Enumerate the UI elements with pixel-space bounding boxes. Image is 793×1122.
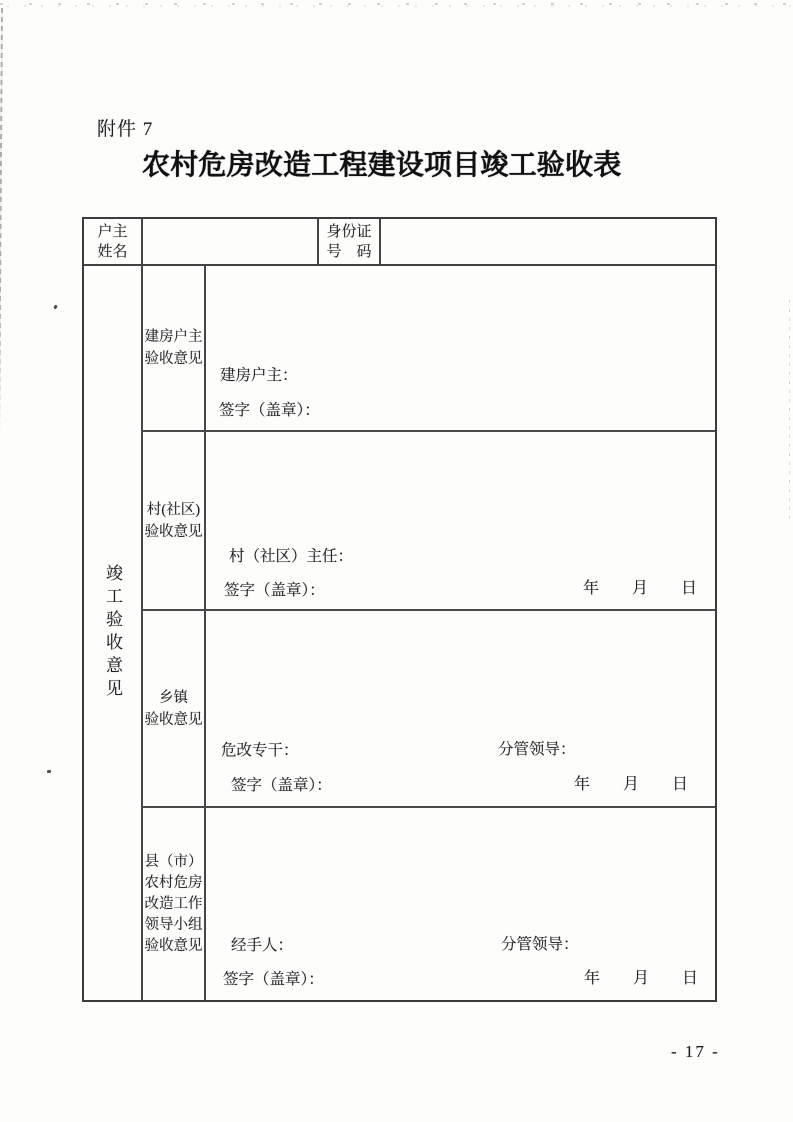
year-label: 年 [583,580,600,597]
month-label: 月 [623,776,640,793]
id-number-label [319,219,381,264]
row-label-township [143,611,206,806]
row-county-leading-group-opinion [143,808,715,1000]
label-line: 身份证 [326,223,372,240]
acceptance-section [84,266,715,1000]
label-line: 姓名 [97,243,128,260]
village-director-label: 村（社区）主任： [229,548,354,565]
row-village-opinion [143,432,715,611]
leader-in-charge-label: 分管领导： [498,741,576,758]
householder-opinion-area [206,266,715,430]
page-number: - 17 - [671,1042,720,1061]
label-line: 验收意见 [144,711,203,728]
day-label: 日 [681,580,698,597]
label-line: 改造工作 [144,895,203,912]
householder-sign-name-label: 建房户主： [220,367,298,384]
label-line: 县（市） [144,853,203,870]
day-label: 日 [682,970,699,987]
county-opinion-area [206,808,715,1000]
date-fields [583,575,697,598]
month-label: 月 [633,970,650,987]
label-line: 验收意见 [144,523,203,540]
attachment-label: 附件 7 [97,119,154,140]
signature-seal-label: 签字（盖章）： [224,582,325,599]
month-label: 月 [632,580,649,597]
label-line: 户主 [97,223,128,240]
section-label-completion-acceptance: 竣工验收意见 [103,564,122,702]
date-fields [574,771,688,794]
id-number-field [381,219,715,264]
row-label-village [143,432,206,609]
label-line: 领导小组 [144,916,203,933]
householder-name-label [84,219,143,264]
row-label-householder [143,266,206,430]
signature-seal-label: 签字（盖章）： [223,971,324,988]
handler-label: 经手人： [231,937,294,954]
label-line: 农村危房 [144,874,203,891]
page-title: 农村危房改造工程建设项目竣工验收表 [142,150,622,181]
header-row [84,219,715,266]
signature-seal-label: 签字（盖章）： [231,777,332,794]
section-label-cell [84,266,143,1000]
village-opinion-area [206,432,715,609]
day-label: 日 [672,776,689,793]
year-label: 年 [584,970,601,987]
row-township-opinion [143,611,715,808]
signature-seal-label: 签字（盖章）： [219,402,320,419]
row-householder-opinion [143,266,715,432]
scan-edge-noise-right [789,300,790,520]
label-line: 验收意见 [144,351,203,367]
label-line: 号 码 [326,243,372,260]
township-opinion-area [206,611,715,806]
label-line: 村(社区) [146,501,201,518]
label-line: 乡镇 [159,689,188,706]
scan-edge-noise-left [0,8,3,1088]
scan-edge-noise-top [0,2,793,8]
year-label: 年 [574,776,591,793]
renovation-officer-label: 危改专干： [221,742,299,759]
row-label-county-group [143,808,206,1000]
label-line: 验收意见 [144,937,203,954]
scan-artifact [47,770,51,774]
leader-in-charge-label: 分管领导： [501,936,579,953]
label-line: 建房户主 [144,329,203,345]
householder-name-field [143,219,319,264]
date-fields [584,965,698,988]
acceptance-form-table [82,217,717,1002]
scan-artifact [53,305,57,310]
